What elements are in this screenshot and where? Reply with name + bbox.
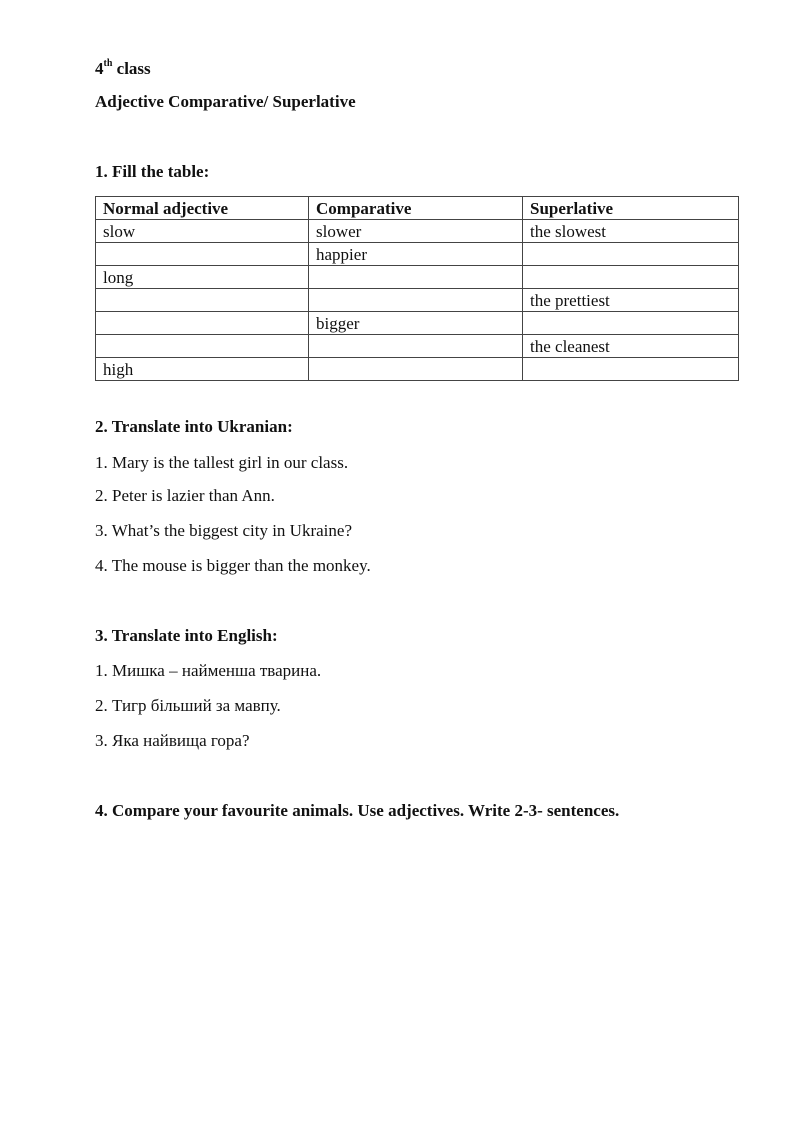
table-cell [96,335,309,358]
column-header: Comparative [309,197,523,220]
task2-item: 2. Peter is lazier than Ann. [95,486,275,505]
table-cell: happier [309,243,523,266]
column-header: Superlative [523,197,739,220]
task2-item: 4. The mouse is bigger than the monkey. [95,556,371,575]
table-row [96,289,739,312]
table-cell: slower [309,220,523,243]
table-cell [309,358,523,381]
table-row [96,243,739,266]
table-cell [309,266,523,289]
task2-item: 3. What’s the biggest city in Ukraine? [95,521,352,540]
class-ordinal-suffix: th [103,58,113,70]
table-cell: slow [96,220,309,243]
table-cell [309,335,523,358]
task2-item: 1. Mary is the tallest girl in our class. [95,453,349,472]
table-cell [523,266,739,289]
table-cell [96,243,309,266]
class-word: class [116,59,151,78]
table-row [96,312,739,335]
task2-heading: 2. Translate into Ukranian: [95,417,293,436]
task1-heading: 1. Fill the table: [95,162,210,181]
table-header-row [96,197,739,220]
table-cell: high [96,358,309,381]
table-row [96,335,739,358]
table-row [96,358,739,381]
table-row [96,266,739,289]
table-row [96,220,739,243]
adjective-table [95,196,739,381]
worksheet-title: Adjective Comparative/ Superlative [95,92,356,111]
class-label [95,59,151,79]
table-cell: bigger [309,312,523,335]
table-cell [309,289,523,312]
table-cell [96,289,309,312]
table-cell [523,243,739,266]
table-cell [523,312,739,335]
task3-item: 1. Мишка – найменша тварина. [95,661,322,680]
table-cell: the cleanest [523,335,739,358]
table-cell: the prettiest [523,289,739,312]
column-header: Normal adjective [96,197,309,220]
task3-heading: 3. Translate into English: [95,626,278,645]
table-cell [96,312,309,335]
table-cell: long [96,266,309,289]
task3-item: 3. Яка найвища гора? [95,731,250,750]
task3-item: 2. Тигр більший за мавпу. [95,696,281,715]
table-cell: the slowest [523,220,739,243]
class-number: 4 [95,59,104,78]
task4-heading: 4. Compare your favourite animals. Use adjectives. Write 2-3- sentences. [95,801,620,820]
table-cell [523,358,739,381]
